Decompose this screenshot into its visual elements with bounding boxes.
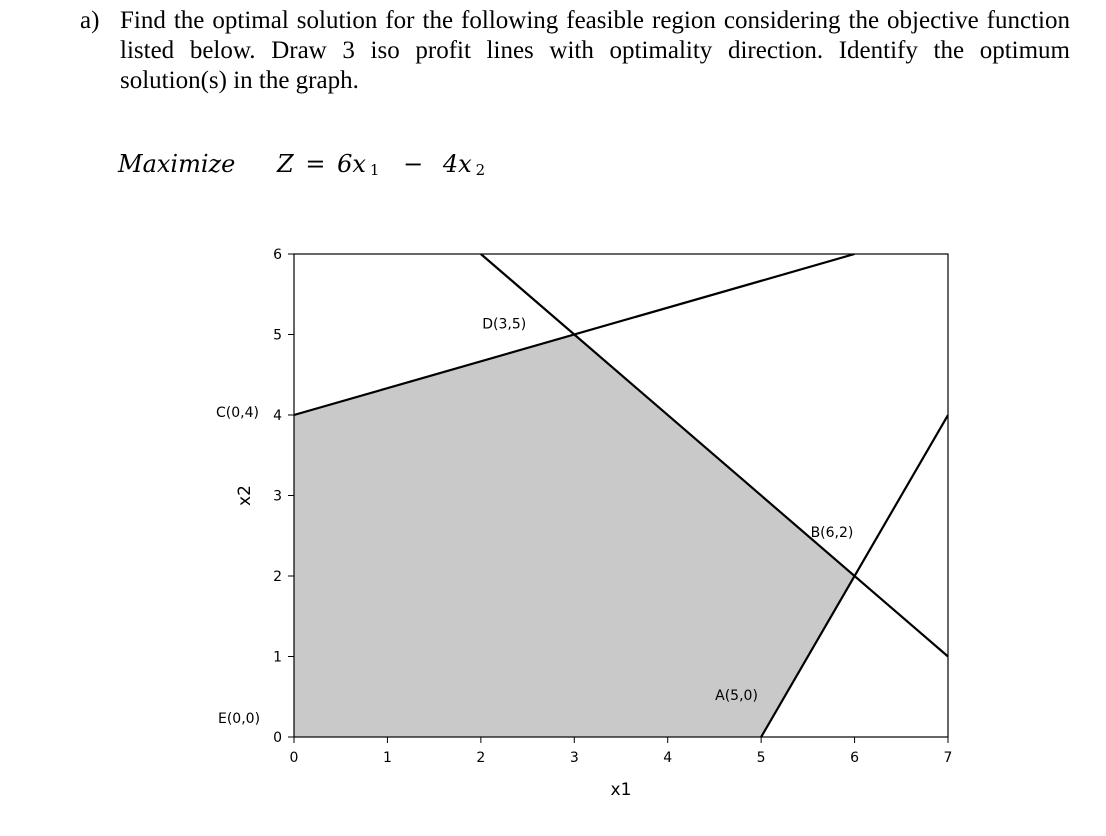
x-axis-label: x1 xyxy=(610,780,632,800)
x-tick-label-6: 6 xyxy=(850,750,860,766)
question-marker: a) xyxy=(80,7,100,34)
x-tick-label-2: 2 xyxy=(476,750,486,766)
y-tick-label-6: 6 xyxy=(273,247,282,263)
x-tick-label-3: 3 xyxy=(569,750,579,766)
label-C: C(0,4) xyxy=(216,405,259,421)
x-tick-label-7: 7 xyxy=(943,750,953,766)
objective-term2-coef: 4x xyxy=(442,150,472,178)
label-D: D(3,5) xyxy=(482,316,527,333)
y-axis-label: x2 xyxy=(235,485,255,506)
objective-equals: = xyxy=(305,150,326,178)
x-tick-label-5: 5 xyxy=(756,750,766,766)
x-tick-label-1: 1 xyxy=(382,750,392,766)
objective-operator: − xyxy=(403,150,424,178)
x-tick-label-4: 4 xyxy=(663,750,673,766)
y-tick-label-1: 1 xyxy=(273,649,282,666)
y-tick-label-5: 5 xyxy=(273,327,282,344)
y-tick-label-4: 4 xyxy=(273,408,282,424)
y-tick-label-0: 0 xyxy=(273,730,282,746)
feasible-region xyxy=(294,335,855,738)
objective-keyword: Maximize xyxy=(118,150,236,178)
y-tick-label-2: 2 xyxy=(273,569,282,585)
objective-term1-coef: 6x xyxy=(337,150,366,178)
label-A: A(5,0) xyxy=(715,688,758,704)
objective-lhs: Z xyxy=(277,150,294,178)
label-B: B(6,2) xyxy=(810,525,854,541)
question-text: Find the optimal solution for the following feasible region considering the objective function listed below. Draw 3 iso profit lines with optimality direction. Identify the optimum solution(s) in the graph. xyxy=(120,7,1070,94)
objective-term1-sub: 1 xyxy=(369,161,380,179)
objective-term2-sub: 2 xyxy=(475,161,486,179)
y-tick-label-3: 3 xyxy=(273,488,282,505)
x-tick-label-0: 0 xyxy=(289,750,299,766)
label-E: E(0,0) xyxy=(218,711,261,727)
